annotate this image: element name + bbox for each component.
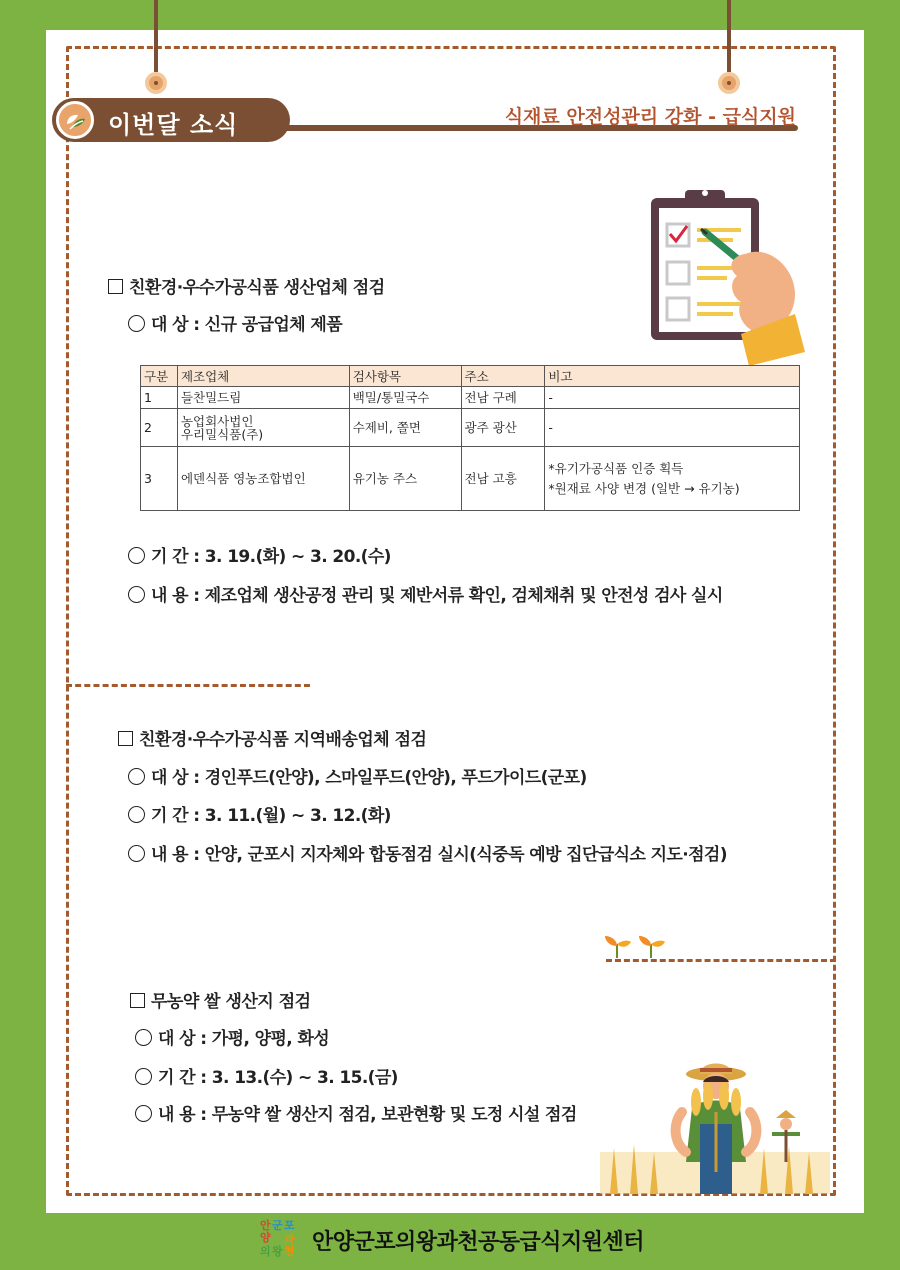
bullet-circle-icon bbox=[128, 586, 145, 603]
leaf-logo-icon bbox=[56, 101, 94, 139]
badge-pill bbox=[52, 98, 290, 142]
section3-target: 대 상 : 가평, 양평, 화성 bbox=[135, 1024, 329, 1049]
farmer-wheat-illustration-icon bbox=[600, 1052, 830, 1194]
table-row bbox=[141, 387, 800, 409]
section3-content: 내 용 : 무농약 쌀 생산지 점검, 보관현황 및 도정 시설 점검 bbox=[135, 1100, 577, 1125]
center-logo-badge bbox=[258, 1218, 306, 1262]
table-cell: - bbox=[545, 387, 800, 409]
ring-right-icon bbox=[718, 72, 740, 94]
bullet-circle-icon bbox=[135, 1029, 152, 1046]
table-cell: 에덴식품 영농조합법인 bbox=[177, 447, 349, 511]
badge-char: 양 bbox=[260, 1231, 271, 1244]
table-header-cell: 구분 bbox=[141, 366, 178, 387]
table-cell: 2 bbox=[141, 409, 178, 447]
table-cell: 전남 구례 bbox=[461, 387, 545, 409]
table-cell bbox=[545, 447, 800, 511]
section2-content: 내 용 : 안양, 군포시 지자체와 합동점검 실시(식중독 예방 집단급식소 지도·점검) bbox=[128, 840, 727, 865]
maker-line-2: 우리밀식품(주) bbox=[180, 426, 264, 442]
bullet-circle-icon bbox=[135, 1105, 152, 1122]
table-cell: 전남 고흥 bbox=[461, 447, 545, 511]
note-line-1: *유기가공식품 인증 획득 bbox=[548, 460, 684, 476]
checklist-clipboard-icon bbox=[645, 184, 815, 369]
checkbox-square-icon bbox=[108, 279, 123, 294]
rope-right bbox=[727, 0, 731, 72]
table-cell: 광주 광산 bbox=[461, 409, 545, 447]
bullet-circle-icon bbox=[135, 1068, 152, 1085]
note-line-2: *원재료 사양 변경 (일반 → 유기농) bbox=[548, 480, 740, 496]
table-header-cell: 제조업체 bbox=[177, 366, 349, 387]
bullet-circle-icon bbox=[128, 768, 145, 785]
section3-period: 기 간 : 3. 13.(수) ~ 3. 15.(금) bbox=[135, 1063, 398, 1088]
section1-content: 내 용 : 제조업체 생산공정 관리 및 제반서류 확인, 검체채취 및 안전성 검사 실시 bbox=[128, 581, 723, 606]
bullet-circle-icon bbox=[128, 547, 145, 564]
table-row bbox=[141, 447, 800, 511]
section1-period: 기 간 : 3. 19.(화) ~ 3. 20.(수) bbox=[128, 542, 391, 567]
badge-label: 이번달 소식 bbox=[108, 111, 239, 139]
table-header-cell: 비고 bbox=[545, 366, 800, 387]
section1-target: 대 상 : 신규 공급업체 제품 bbox=[128, 310, 342, 335]
banner-subtitle: 식재료 안전성관리 강화 - 급식지원 bbox=[504, 106, 796, 128]
section2-title: 친환경·우수가공식품 지역배송업체 점검 bbox=[118, 725, 426, 750]
badge-char: 천 bbox=[284, 1245, 295, 1258]
checkbox-square-icon bbox=[130, 993, 145, 1008]
table-header-row bbox=[141, 366, 800, 387]
header-banner bbox=[52, 98, 800, 142]
table-cell: 수제비, 쫄면 bbox=[349, 409, 461, 447]
table-cell: 1 bbox=[141, 387, 178, 409]
badge-char: 군 bbox=[272, 1219, 283, 1232]
bullet-circle-icon bbox=[128, 806, 145, 823]
table-header-cell: 검사항목 bbox=[349, 366, 461, 387]
table-header-cell: 주소 bbox=[461, 366, 545, 387]
bullet-circle-icon bbox=[128, 845, 145, 862]
checkbox-square-icon bbox=[118, 731, 133, 746]
footer bbox=[258, 1216, 644, 1264]
badge-char: 과 bbox=[284, 1233, 295, 1246]
badge-char: 왕 bbox=[272, 1245, 283, 1258]
section2-period: 기 간 : 3. 11.(월) ~ 3. 12.(화) bbox=[128, 801, 391, 826]
badge-char: 안 bbox=[260, 1219, 271, 1232]
dashed-divider-1 bbox=[66, 684, 310, 687]
organization-name: 안양군포의왕과천공동급식지원센터 bbox=[312, 1229, 645, 1255]
table-cell bbox=[177, 409, 349, 447]
vendor-table bbox=[140, 365, 800, 511]
badge-char: 의 bbox=[260, 1245, 271, 1258]
ring-left-icon bbox=[145, 72, 167, 94]
table-cell: 백밀/통밀국수 bbox=[349, 387, 461, 409]
section1-title: 친환경·우수가공식품 생산업체 점검 bbox=[108, 273, 385, 298]
table-cell: 들찬밀드림 bbox=[177, 387, 349, 409]
table-cell: - bbox=[545, 409, 800, 447]
table-cell: 3 bbox=[141, 447, 178, 511]
table-cell: 유기농 주스 bbox=[349, 447, 461, 511]
sprout-icon bbox=[603, 930, 673, 960]
table-row bbox=[141, 409, 800, 447]
maker-line-1: 농업회사법인 bbox=[180, 413, 254, 429]
section2-target: 대 상 : 경인푸드(안양), 스마일푸드(안양), 푸드가이드(군포) bbox=[128, 763, 587, 788]
rope-left bbox=[154, 0, 158, 72]
section3-title: 무농약 쌀 생산지 점검 bbox=[130, 987, 311, 1012]
badge-char: 포 bbox=[284, 1219, 295, 1232]
bullet-circle-icon bbox=[128, 315, 145, 332]
